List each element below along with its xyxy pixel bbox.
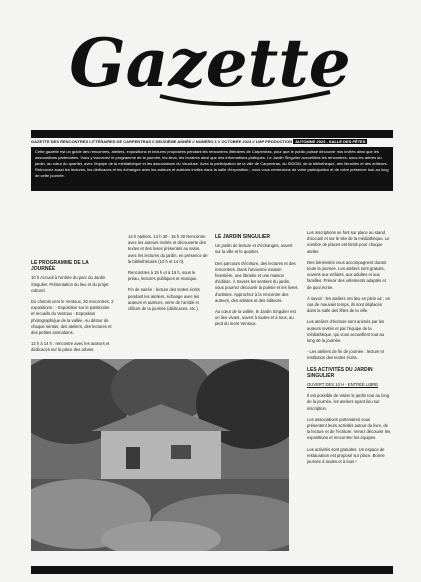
header-info-line — [31, 138, 393, 145]
schedule-para: Fin de soirée : lecture des textes écrits pendant les ateliers, échange avec les auteurs et autrices, verre de l'amitié et clôture de la journée (dédicaces, etc.). — [128, 287, 200, 312]
masthead — [0, 6, 421, 124]
info-para: Les ateliers d'écriture sont animés par les auteurs invités et par l'équipe de la médiathèque, qui vous accueillent tout au long de la journée. — [307, 319, 385, 344]
bottom-rule — [31, 566, 393, 574]
activities-para: Les associations partenaires vous présentent leurs activités autour du livre, de la lecture et de l'écriture. Venez découvrir les expositions et rencontrer les équipes. — [307, 416, 391, 441]
activities-subheading: OUVERT DES 10 H - ENTRÉE LIBRE — [307, 382, 379, 388]
intro-block — [31, 147, 393, 191]
jardin-para: Des parcours d'écriture, des lectures et des rencontres. Dans l'ancienne maison forestière, une librairie et une maison d'édition. À travers les sentiers du jardin, vous pourrez découvrir la poésie et les livres d'artistes. Approchez à la rencontre des auteurs, des artistes et des éditeurs. — [215, 260, 298, 303]
garden-photo — [31, 359, 289, 551]
programme-heading: LE PROGRAMME DE LA JOURNÉE — [31, 260, 89, 273]
info-para: Des bénévoles vous accompagnent durant toute la journée. Les ateliers sont gratuits, ouverts aux enfants, aux adultes et aux familles. Prévoir des vêtements adaptés et de quoi écrire. — [307, 259, 387, 290]
schedule-para: 14 h Ateliers. 14 h 30 - 15 h 30 Rencontre avec les auteurs invités et découverte des textes et des livres présentés au salon, avec les lectures du jardin, en présence de la bibliothécaire (10 h et 14 h). — [128, 234, 208, 264]
masthead-title: Gazette — [69, 24, 351, 102]
programme-para: 10 h Accueil à l'entrée du parc du Jardin Singulier. Présentation du lieu et du projet culturel. — [31, 275, 109, 293]
garden-photo-illustration — [31, 359, 289, 551]
jardin-heading: LE JARDIN SINGULIER — [215, 234, 271, 240]
column-schedule — [128, 234, 208, 317]
column-activities — [307, 230, 391, 470]
programme-para: Du chemin vers le Ventoux, 20 rencontres, 2 expositions : - Exposition sur le patrimoine et recueils du Ventoux - Exposition photographique de la vallée. Au détour de chaque sentier, des ateliers, des lectures et des petites animations. — [31, 299, 114, 336]
intro-text: Cette gazette est un guide des rencontres, ateliers, expositions et lectures proposées pendant les rencontres littéraires de Carpentras, pour que le public puisse découvrir nos invités ainsi que les associations partenaires. Vous y trouverez le programme de la journée, les lieux, les horaires ainsi que des informations pratiques. Le Jardin Singulier accueillera les rencontres, sous les arbres du jardin, au cœur du quartier, avec l'équipe de la médiathèque et les associations du Vaucluse. Avec la participation de la ville de Carpentras, du SIDOM, de la bibliothèque, des librairies et des éditeurs. Retrouvez aussi les lectures, les dédicaces et les échanges avec les auteurs et autrices invités dans la salle d'exposition ; nous vous remercions de votre participation et de votre présence tout au long de cette journée. — [35, 149, 389, 178]
column-jardin — [215, 234, 299, 333]
header-info-highlight: AUTOMNE 2023 - SALLE DES FÊTES — [295, 139, 366, 144]
column-programme — [31, 260, 114, 359]
activities-para: Les activités sont gratuites. Un espace de restauration est proposé sur place. Bonne journée à toutes et à tous ! — [307, 446, 385, 465]
info-para: Les inscriptions se font sur place au stand d'accueil et sur le site de la médiathèque. Le nombre de places est limité pour chaque atelier. — [307, 230, 390, 254]
top-rule — [31, 130, 393, 138]
header-info-text: GAZETTE DES RENCONTRES LITTÉRAIRES DE CARPENTRAS // DEUXIÈME ANNÉE // NUMÉRO 1 // OCTOBRE 2023 // LMP PRODUCTION — [31, 139, 293, 144]
programme-para: 12 h à 14 h : rencontre avec les auteurs et dédicaces sur la place des arbres. — [31, 341, 110, 353]
activities-heading: LES ACTIVITÉS DU JARDIN SINGULIER — [307, 366, 373, 379]
activities-para: Il est possible de visiter le jardin tout au long de la journée, les ateliers ayant lieu sur inscription. — [307, 393, 390, 411]
gazette-logo — [0, 6, 421, 124]
jardin-para: Un jardin de lecture et d'échanges, ouvert sur la ville et le quartier. — [215, 243, 293, 255]
info-para: À savoir : les ateliers ont lieu en plein air ; en cas de mauvais temps, ils sont déplacés dans la salle des fêtes de la ville. — [307, 295, 391, 314]
jardin-para: Au cœur de la vallée, le Jardin Singulier est un lieu vivant, ouvert à toutes et à tous, au pied du mont Ventoux. — [215, 309, 296, 327]
info-para: - Les ateliers de fin de journée : lecture et restitution des textes écrits. — [307, 349, 385, 361]
schedule-para: Rencontres à 15 h et à 16 h, sous le préau, lectures publiques et musique. — [128, 270, 198, 282]
